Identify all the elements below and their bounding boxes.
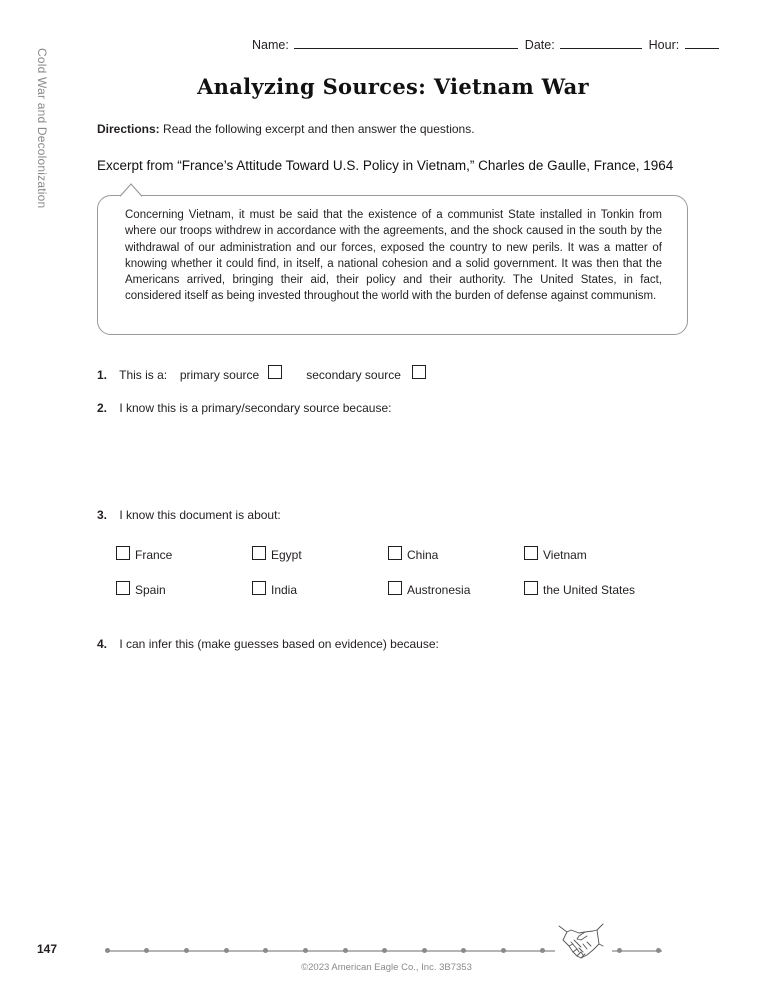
primary-source-checkbox[interactable] bbox=[268, 365, 282, 379]
footer-rule-left bbox=[107, 950, 555, 952]
option-label: India bbox=[271, 583, 298, 597]
option-spain[interactable] bbox=[116, 581, 166, 597]
directions-label: Directions: bbox=[97, 122, 160, 136]
spain-checkbox[interactable] bbox=[116, 581, 130, 595]
footer-dot bbox=[303, 948, 308, 953]
date-field[interactable] bbox=[560, 37, 642, 49]
footer-dot bbox=[617, 948, 622, 953]
option-china[interactable] bbox=[388, 546, 438, 562]
page-title: Analyzing Sources: Vietnam War bbox=[197, 74, 589, 99]
option-india[interactable] bbox=[252, 581, 297, 597]
question-number: 1. bbox=[97, 368, 108, 382]
question-1 bbox=[97, 365, 426, 382]
option-label: China bbox=[407, 548, 439, 562]
unit-side-label: Cold War and Decolonization bbox=[35, 48, 49, 209]
footer-dot bbox=[461, 948, 466, 953]
footer-dot bbox=[184, 948, 189, 953]
question-4 bbox=[97, 637, 439, 651]
question-text: I know this document is about: bbox=[119, 508, 281, 522]
china-checkbox[interactable] bbox=[388, 546, 402, 560]
footer-dot bbox=[343, 948, 348, 953]
egypt-checkbox[interactable] bbox=[252, 546, 266, 560]
page-number: 147 bbox=[37, 942, 58, 956]
question-2 bbox=[97, 401, 391, 415]
question-text: I know this is a primary/secondary source because: bbox=[119, 401, 392, 415]
excerpt-title: Excerpt from “France’s Attitude Toward U.S. Policy in Vietnam,” Charles de Gaulle, France, 1964 bbox=[97, 158, 674, 173]
footer-dot bbox=[540, 948, 545, 953]
student-info-header bbox=[252, 37, 722, 52]
option-label: Vietnam bbox=[543, 548, 587, 562]
option-label: France bbox=[135, 548, 173, 562]
excerpt-text: Concerning Vietnam, it must be said that the existence of a communist State installed in Tonkin from where our troops withdrew in accordance with the agreements, and the shock caused in the south by the withdrawal of our administration and our forces, exposed the country to new perils. It was a matter of knowing whether it could find, in itself, a national cohesion and a solid government. It was then that the Americans arrived, bringing their aid, their policy and their authority. The United States, in fact, considered itself as being invested throughout the world with the burden of defense against communism. bbox=[125, 209, 662, 303]
option-label-primary: primary source bbox=[179, 368, 260, 382]
question-number: 2. bbox=[97, 401, 108, 415]
option-label: Spain bbox=[135, 583, 166, 597]
hour-field[interactable] bbox=[685, 37, 719, 49]
name-label: Name: bbox=[252, 38, 289, 52]
footer-dot bbox=[422, 948, 427, 953]
footer-dot bbox=[105, 948, 110, 953]
secondary-source-checkbox[interactable] bbox=[412, 365, 426, 379]
bubble-tail bbox=[120, 183, 142, 197]
question-number: 4. bbox=[97, 637, 108, 651]
option-france[interactable] bbox=[116, 546, 172, 562]
option-vietnam[interactable] bbox=[524, 546, 587, 562]
option-egypt[interactable] bbox=[252, 546, 302, 562]
copyright: ©2023 American Eagle Co., Inc. 3B7353 bbox=[301, 962, 472, 973]
footer-dot bbox=[224, 948, 229, 953]
option-austronesia[interactable] bbox=[388, 581, 470, 597]
option-label: Egypt bbox=[271, 548, 302, 562]
option-label: Austronesia bbox=[407, 583, 471, 597]
footer-dot bbox=[656, 948, 661, 953]
hour-label: Hour: bbox=[648, 38, 680, 52]
footer-dot bbox=[263, 948, 268, 953]
footer-dot bbox=[382, 948, 387, 953]
footer-dot bbox=[501, 948, 506, 953]
vietnam-checkbox[interactable] bbox=[524, 546, 538, 560]
option-label: the United States bbox=[543, 583, 636, 597]
france-checkbox[interactable] bbox=[116, 546, 130, 560]
directions bbox=[97, 122, 475, 136]
india-checkbox[interactable] bbox=[252, 581, 266, 595]
option-united-states[interactable] bbox=[524, 581, 635, 597]
question-text: I can infer this (make guesses based on evidence) because: bbox=[119, 637, 439, 651]
united-states-checkbox[interactable] bbox=[524, 581, 538, 595]
footer-dot bbox=[144, 948, 149, 953]
directions-text: Read the following excerpt and then answer the questions. bbox=[159, 122, 475, 136]
question-text: This is a: bbox=[119, 368, 168, 382]
austronesia-checkbox[interactable] bbox=[388, 581, 402, 595]
handshake-icon bbox=[557, 922, 605, 960]
option-label-secondary: secondary source bbox=[306, 368, 401, 382]
question-number: 3. bbox=[97, 508, 108, 522]
question-3 bbox=[97, 508, 281, 522]
name-field[interactable] bbox=[294, 37, 518, 49]
date-label: Date: bbox=[524, 38, 555, 52]
